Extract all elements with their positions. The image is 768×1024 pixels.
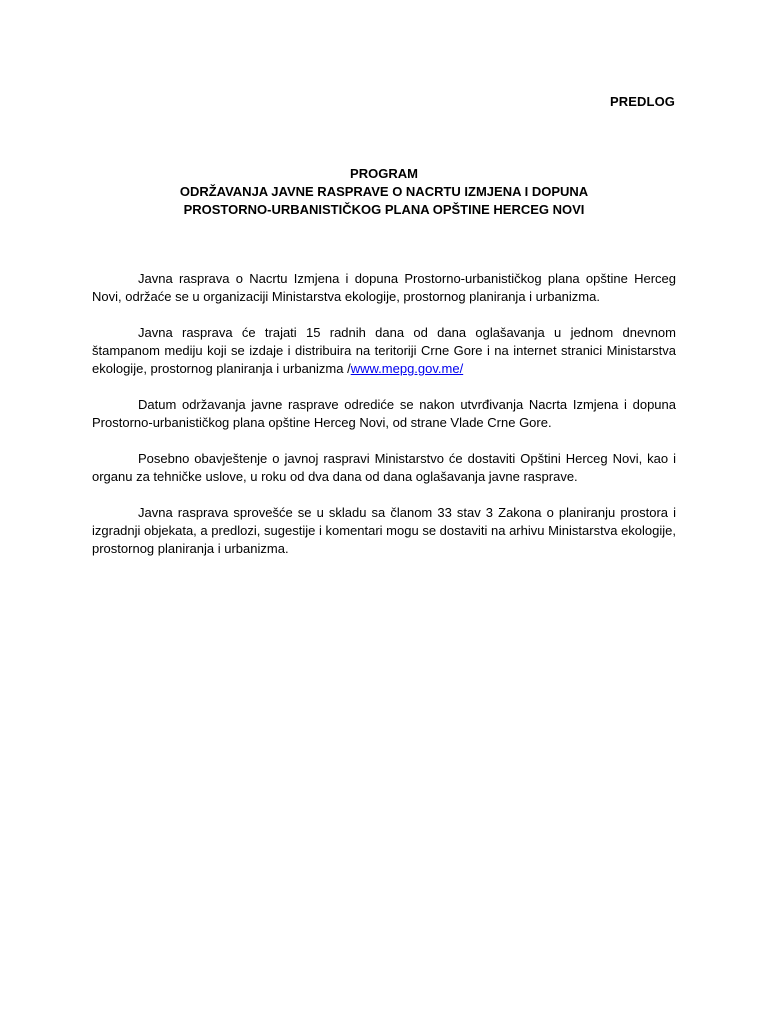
document-body [92, 270, 676, 576]
title-line-1: PROGRAM [350, 166, 418, 181]
ministry-website-link[interactable]: www.mepg.gov.me/ [350, 361, 464, 376]
title-line-2: ODRŽAVANJA JAVNE RASPRAVE O NACRTU IZMJENA I DOPUNA [179, 184, 589, 199]
title-line-3: PROSTORNO-URBANISTIČKOG PLANA OPŠTINE HERCEG NOVI [183, 202, 585, 217]
paragraph-3: Datum održavanja javne rasprave odrediće se nakon utvrđivanja Nacrta Izmjena i dopuna Prostorno-urbanističkog plana opštine Herceg Novi, od strane Vlade Crne Gore. [92, 397, 676, 430]
paragraph-2-text: Javna rasprava će trajati 15 radnih dana od dana oglašavanja u jednom dnevnom štampanom mediju koji se izdaje i distribuira na teritoriji Crne Gore i na internet stranici Ministarstva ekologije, prostornog planiranja i urbanizma / [92, 325, 676, 376]
document-title [92, 165, 676, 219]
paragraph-5: Javna rasprava sprovešće se u skladu sa članom 33 stav 3 Zakona o planiranju prostora i izgradnji objekata, a predlozi, sugestije i komentari mogu se dostaviti na arhivu Ministarstva ekologije, prostornog planiranja i urbanizma. [92, 505, 676, 556]
paragraph-4: Posebno obavještenje o javnoj raspravi Ministarstvo će dostaviti Opštini Herceg Novi, kao i organu za tehničke uslove, u roku od dva dana od dana oglašavanja javne rasprave. [92, 451, 676, 484]
paragraph-2 [92, 324, 676, 378]
document-status-label: PREDLOG [610, 94, 675, 109]
paragraph-1: Javna rasprava o Nacrtu Izmjena i dopuna Prostorno-urbanističkog plana opštine Herceg Novi, održaće se u organizaciji Ministarstva ekologije, prostornog planiranja i urbanizma. [92, 271, 676, 304]
